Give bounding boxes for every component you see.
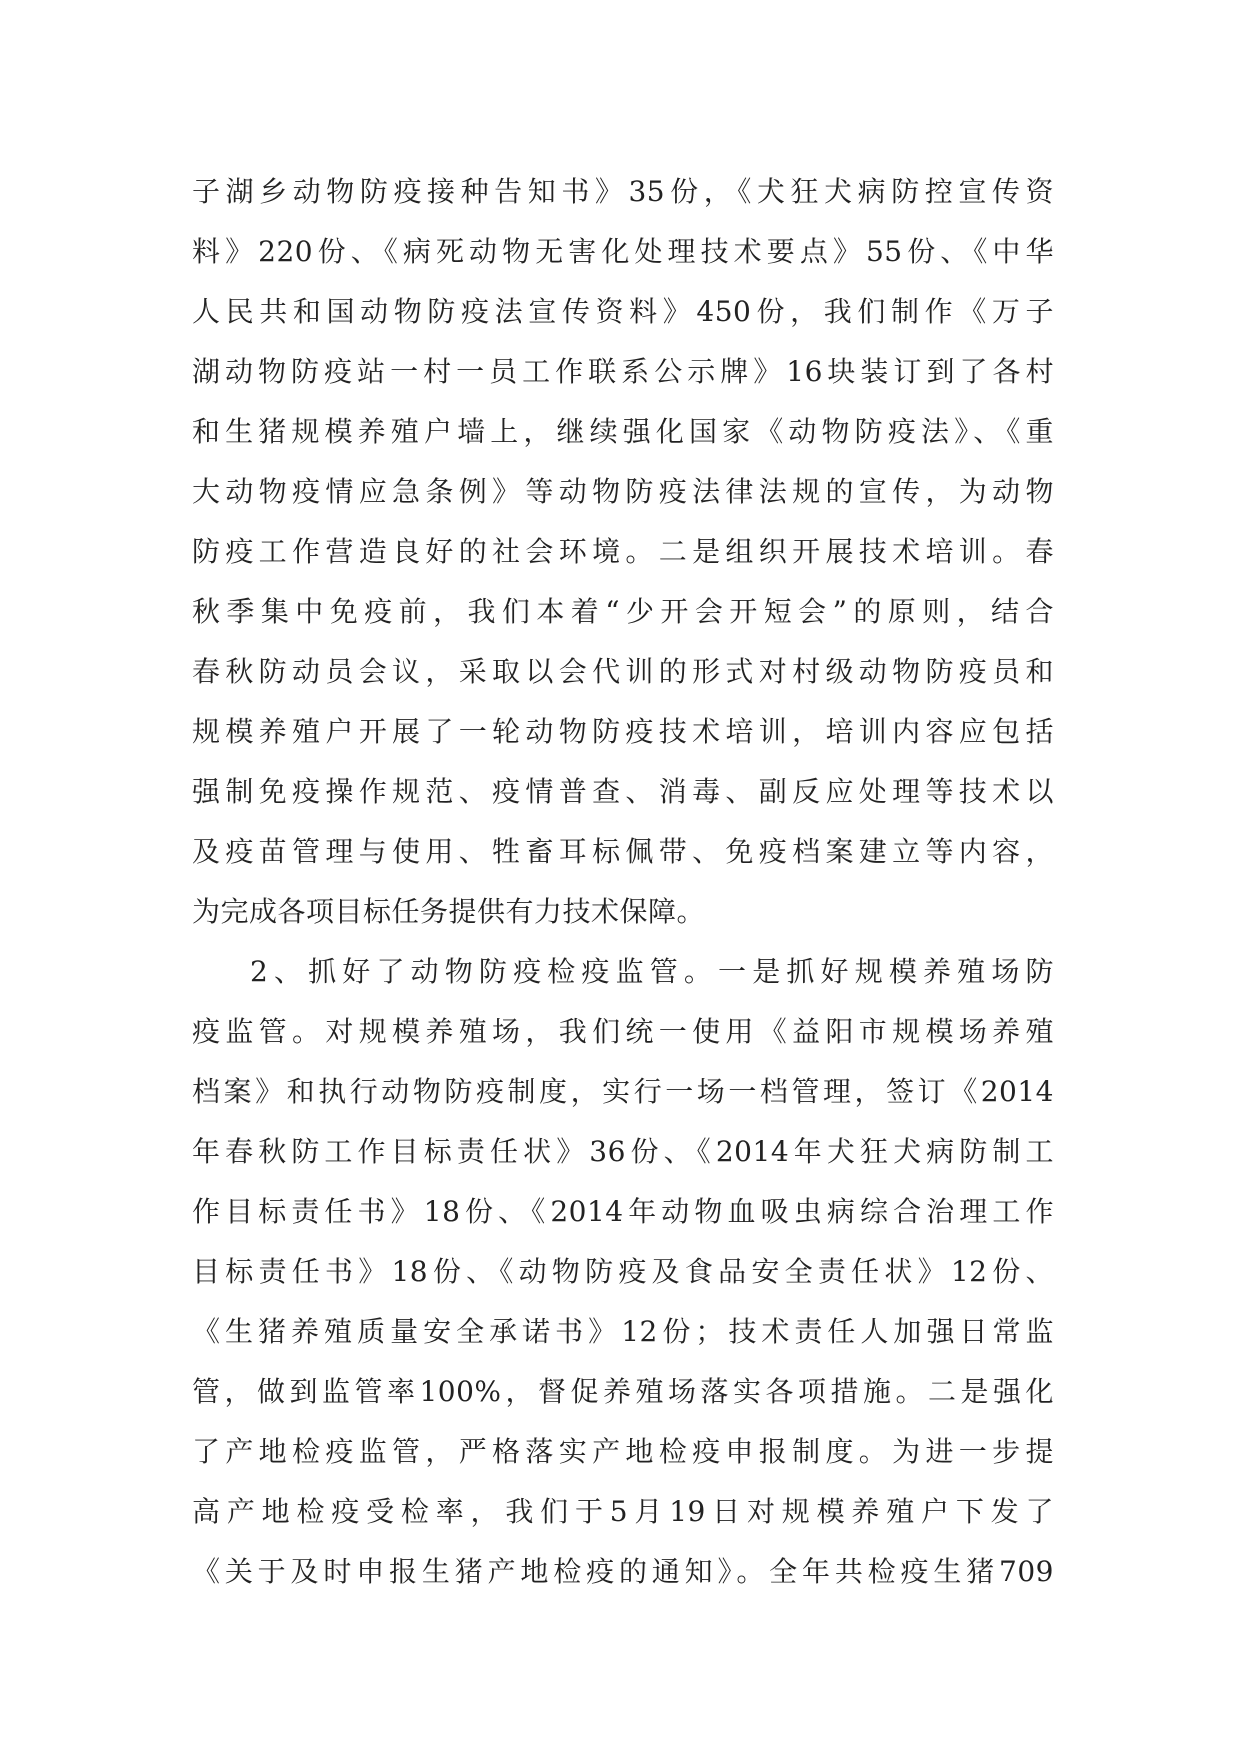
text-line: 高产地检疫受检率，我们于5月19日对规模养殖户下发了 (192, 1495, 1054, 1528)
text-line: 管，做到监管率100%，督促养殖场落实各项措施。二是强化 (192, 1375, 1054, 1408)
text-line: 规模养殖户开展了一轮动物防疫技术培训，培训内容应包括 (192, 715, 1054, 748)
text-line: 子湖乡动物防疫接种告知书》35份，《犬狂犬病防控宣传资 (192, 175, 1054, 208)
text-line: 作目标责任书》18份、《2014年动物血吸虫病综合治理工作 (192, 1195, 1054, 1228)
text-line: 目标责任书》18份、《动物防疫及食品安全责任状》12份、 (192, 1255, 1054, 1288)
text-line: 《关于及时申报生猪产地检疫的通知》。全年共检疫生猪709 (192, 1555, 1054, 1588)
text-line: 大动物疫情应急条例》等动物防疫法律法规的宣传，为动物 (192, 475, 1054, 508)
text-line: 了产地检疫监管，严格落实产地检疫申报制度。为进一步提 (192, 1435, 1054, 1468)
text-line: 人民共和国动物防疫法宣传资料》450份，我们制作《万子 (192, 295, 1054, 328)
text-line: 湖动物防疫站一村一员工作联系公示牌》16块装订到了各村 (192, 355, 1054, 388)
text-line: 强制免疫操作规范、疫情普查、消毒、副反应处理等技术以 (192, 775, 1054, 808)
text-line: 秋季集中免疫前，我们本着“少开会开短会”的原则，结合 (192, 595, 1054, 628)
text-line: 《生猪养殖质量安全承诺书》12份；技术责任人加强日常监 (192, 1315, 1054, 1348)
paragraph-end-line: 为完成各项目标任务提供有力技术保障。 (192, 895, 706, 928)
body-text (192, 162, 1054, 1602)
text-line: 和生猪规模养殖户墙上，继续强化国家《动物防疫法》、《重 (192, 415, 1054, 448)
paragraph-start-line: 2、抓好了动物防疫检疫监管。一是抓好规模养殖场防 (250, 955, 1054, 988)
text-line: 春秋防动员会议，采取以会代训的形式对村级动物防疫员和 (192, 655, 1054, 688)
text-line: 及疫苗管理与使用、牲畜耳标佩带、免疫档案建立等内容， (192, 835, 1054, 868)
text-line: 防疫工作营造良好的社会环境。二是组织开展技术培训。春 (192, 535, 1054, 568)
text-line: 疫监管。对规模养殖场，我们统一使用《益阳市规模场养殖 (192, 1015, 1054, 1048)
text-line: 年春秋防工作目标责任状》36份、《2014年犬狂犬病防制工 (192, 1135, 1054, 1168)
text-line: 档案》和执行动物防疫制度，实行一场一档管理，签订《2014 (192, 1075, 1054, 1108)
text-line: 料》220份、《病死动物无害化处理技术要点》55份、《中华 (192, 235, 1054, 268)
